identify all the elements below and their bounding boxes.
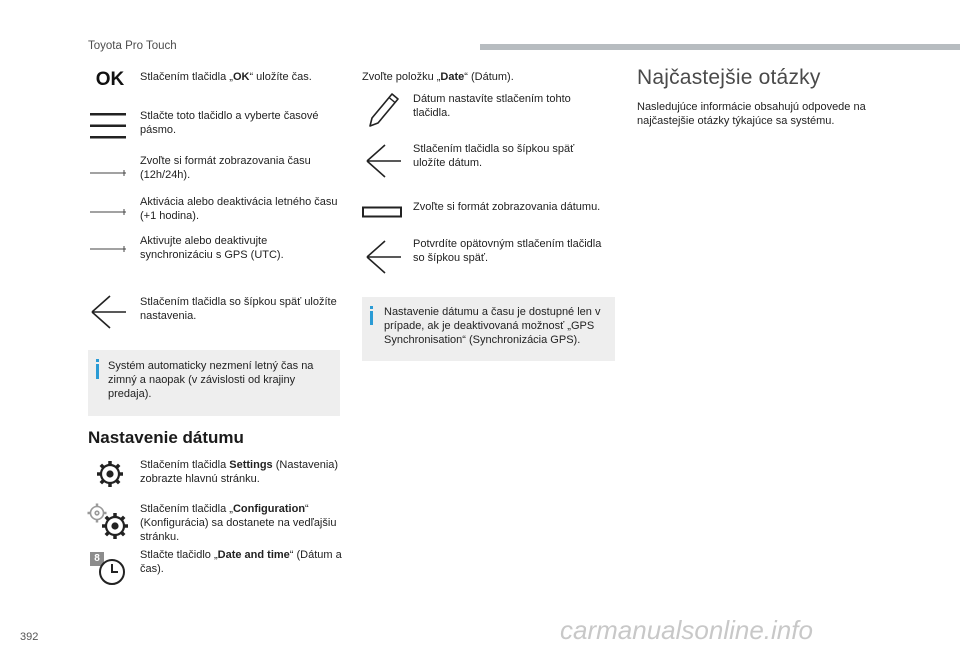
info-box bbox=[88, 350, 340, 416]
configuration-text: Stlačením tlačidla „Configuration“ (Konfigurácia) sa dostanete na vedľajšiu stránku. bbox=[140, 503, 337, 543]
rectangle-icon bbox=[362, 205, 402, 217]
faq-title: Najčastejšie otázky bbox=[637, 66, 821, 89]
back-arrow-icon bbox=[365, 144, 401, 178]
faq-intro: Nasledujúce informácie obsahujú odpovede na najčastejšie otázky týkajúce sa systému. bbox=[637, 101, 866, 127]
header-title: Toyota Pro Touch bbox=[88, 40, 177, 52]
menu-icon bbox=[90, 112, 126, 140]
date-time-text: Stlačte tlačidlo „Date and time“ (Dátum a čas). bbox=[140, 549, 342, 575]
save-date-text: Stlačením tlačidla so šípkou späť uložíte dátum. bbox=[413, 143, 575, 169]
info-icon bbox=[370, 306, 373, 309]
slider-icon bbox=[90, 240, 126, 250]
back-arrow-icon bbox=[90, 295, 126, 329]
watermark: carmanualsonline.info bbox=[560, 615, 813, 645]
gps-sync-text: Aktivujte alebo deaktivujte synchronizáciu s GPS (UTC). bbox=[140, 235, 284, 261]
header-bar bbox=[480, 44, 960, 50]
settings-icon bbox=[96, 460, 124, 488]
slider-icon bbox=[90, 164, 126, 174]
ok-icon: OK bbox=[95, 69, 125, 90]
timezone-text: Stlačte toto tlačidlo a vyberte časové pásmo. bbox=[140, 110, 319, 136]
configuration-icon bbox=[86, 502, 130, 542]
date-intro: Zvoľte položku „Date“ (Dátum). bbox=[362, 71, 514, 83]
dst-text: Aktivácia alebo deaktivácia letného času (+1 hodina). bbox=[140, 196, 338, 222]
page-number: 392 bbox=[20, 631, 39, 643]
save-settings-text: Stlačením tlačidla so šípkou späť uložíte nastavenia. bbox=[140, 296, 337, 322]
info-icon bbox=[96, 359, 99, 362]
date-format-text: Zvoľte si formát zobrazovania dátumu. bbox=[413, 201, 601, 213]
info-text: Nastavenie dátumu a času je dostupné len v prípade, ak je deaktivovaná možnosť „GPS Synchronisation“ (Synchronizácia GPS). bbox=[384, 306, 601, 346]
time-format-text: Zvoľte si formát zobrazovania času (12h/24h). bbox=[140, 155, 311, 181]
section-title: Nastavenie dátumu bbox=[88, 428, 244, 447]
clock-badge: 8 bbox=[94, 553, 100, 564]
info-text: Systém automaticky nezmení letný čas na zimný a naopak (v závislosti od krajiny predaja). bbox=[108, 360, 314, 400]
settings-text: Stlačením tlačidla Settings (Nastavenia) zobrazte hlavnú stránku. bbox=[140, 459, 339, 485]
info-box bbox=[362, 297, 615, 361]
pencil-icon bbox=[366, 90, 402, 128]
clock-icon bbox=[90, 552, 128, 588]
confirm-text: Potvrdíte opätovným stlačením tlačidla so šípkou späť. bbox=[413, 238, 602, 264]
slider-icon bbox=[90, 203, 126, 213]
back-arrow-icon bbox=[365, 240, 401, 274]
set-date-text: Dátum nastavíte stlačením tohto tlačidla. bbox=[413, 93, 571, 119]
ok-text: Stlačením tlačidla „OK“ uložíte čas. bbox=[140, 71, 312, 83]
